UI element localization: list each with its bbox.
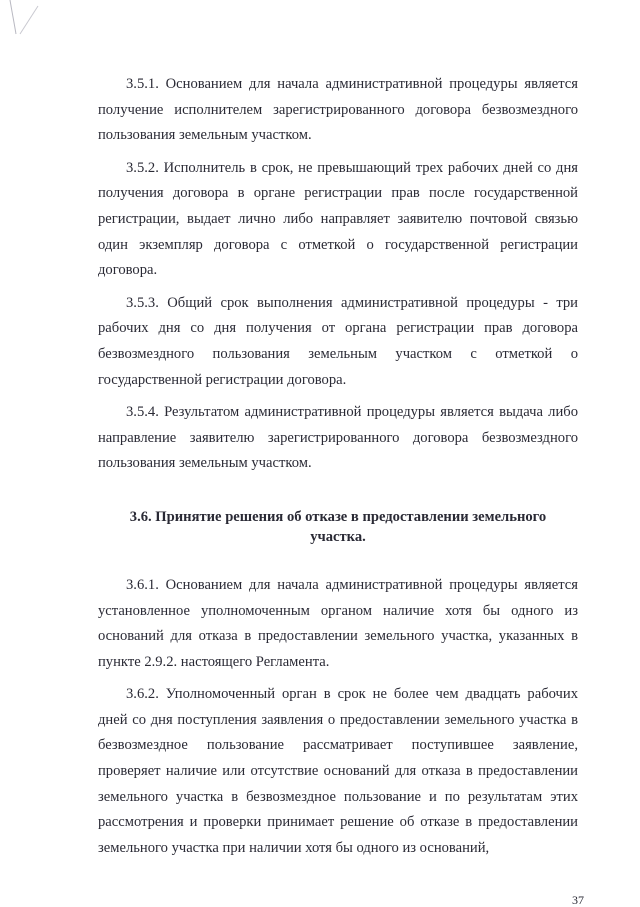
paragraph-3-5-2: 3.5.2. Исполнитель в срок, не превышающий трех рабочих дней со дня получения договора в органе регистрации прав после государственной регистрации, выдает лично либо направляет заявителю почтовой связью один экземпляр договора с отметкой о государственной регистрации договора. xyxy=(98,159,578,279)
section-heading-3-6: 3.6. Принятие решения об отказе в предоставлении земельного участка. xyxy=(129,508,547,545)
paragraph-3-5-1: 3.5.1. Основанием для начала административной процедуры является получение исполнителем зарегистрированного договора безвозмездного пользования земельным участком. xyxy=(98,76,578,144)
page-number: 37 xyxy=(572,893,584,907)
document-body xyxy=(98,72,578,868)
paragraph-3-6-1: 3.6.1. Основанием для начала административной процедуры является установленное уполномоченным органом наличие хотя бы одного из оснований для отказа в предоставлении земельного участка, указанных в пункте 2.9.2. настоящего Регламента. xyxy=(98,576,578,670)
corner-scan-mark xyxy=(0,0,60,40)
paragraph-3-5-4: 3.5.4. Результатом административной процедуры является выдача либо направление заявителю зарегистрированного договора безвозмездного пользования земельным участком. xyxy=(98,404,578,472)
paragraph-3-6-2: 3.6.2. Уполномоченный орган в срок не более чем двадцать рабочих дней со дня поступления заявления о предоставлении земельного участка в безвозмездное пользование рассматривает поступившее заявление, проверяет наличие или отсутствие оснований для отказа в предоставлении земельного участка в безвозмездное пользование и по результатам этих рассмотрения и проверки принимает решение об отказе в предоставлении земельного участка при наличии хотя бы одного из оснований, xyxy=(98,686,578,856)
paragraph-3-5-3: 3.5.3. Общий срок выполнения административной процедуры - три рабочих дня со дня получения от органа регистрации прав договора безвозмездного пользования земельным участком с отметкой о государственной регистрации договора. xyxy=(98,294,578,388)
